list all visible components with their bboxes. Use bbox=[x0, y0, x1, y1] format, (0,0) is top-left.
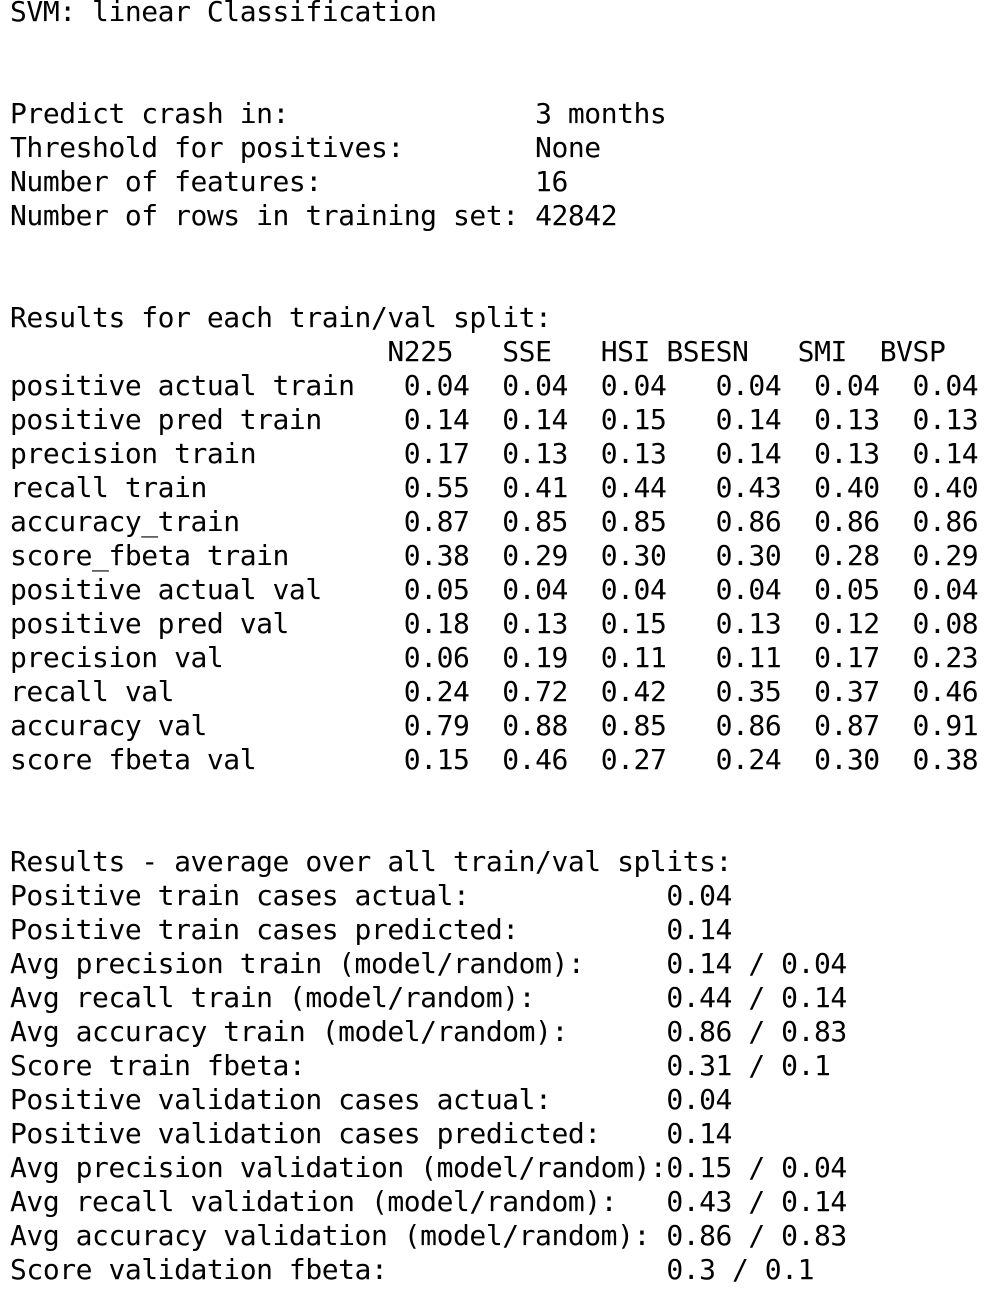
average-row bbox=[10, 1219, 978, 1253]
split-cell-value: 0.87 bbox=[403, 505, 470, 538]
setting-row bbox=[10, 97, 978, 131]
setting-label: Number of rows in training set: bbox=[10, 199, 519, 232]
setting-row bbox=[10, 131, 978, 165]
split-table-row bbox=[10, 471, 978, 505]
console-output bbox=[10, 0, 978, 1287]
split-cell-value: 0.85 bbox=[502, 505, 568, 538]
split-row-label: score_fbeta train bbox=[10, 539, 289, 572]
split-cell-value: 0.86 bbox=[715, 709, 782, 742]
split-row-label: positive actual train bbox=[10, 369, 355, 402]
split-cell-value: 0.86 bbox=[912, 505, 979, 538]
average-row bbox=[10, 879, 978, 913]
split-cell-value: 0.72 bbox=[502, 675, 568, 708]
split-cell-value: 0.12 bbox=[814, 607, 880, 640]
split-results-heading bbox=[10, 301, 978, 335]
average-value: 0.86 / 0.83 bbox=[666, 1219, 847, 1252]
setting-value: None bbox=[535, 131, 601, 164]
split-cell-value: 0.13 bbox=[502, 437, 568, 470]
split-cell-value: 0.86 bbox=[814, 505, 880, 538]
split-cell-value: 0.11 bbox=[600, 641, 667, 674]
split-cell-value: 0.27 bbox=[600, 743, 667, 776]
average-row bbox=[10, 981, 978, 1015]
average-value: 0.14 / 0.04 bbox=[666, 947, 847, 980]
split-column-header: SMI bbox=[797, 335, 847, 368]
split-cell-value: 0.46 bbox=[502, 743, 568, 776]
setting-value: 16 bbox=[535, 165, 568, 198]
split-cell-value: 0.11 bbox=[715, 641, 782, 674]
split-cell-value: 0.85 bbox=[600, 505, 667, 538]
split-table-row bbox=[10, 607, 978, 641]
average-value: 0.15 / 0.04 bbox=[666, 1151, 847, 1184]
split-cell-value: 0.30 bbox=[600, 539, 667, 572]
split-cell-value: 0.28 bbox=[814, 539, 880, 572]
split-cell-value: 0.29 bbox=[912, 539, 979, 572]
page-title bbox=[10, 0, 978, 29]
split-row-label: positive pred train bbox=[10, 403, 322, 436]
average-row bbox=[10, 1049, 978, 1083]
split-row-label: precision train bbox=[10, 437, 257, 470]
setting-value: 3 months bbox=[535, 97, 667, 130]
split-cell-value: 0.55 bbox=[403, 471, 470, 504]
average-value: 0.14 bbox=[666, 1117, 732, 1150]
average-value: 0.31 / 0.1 bbox=[666, 1049, 831, 1082]
split-cell-value: 0.38 bbox=[912, 743, 979, 776]
average-row bbox=[10, 1151, 978, 1185]
average-label: Avg accuracy validation (model/random): bbox=[10, 1219, 650, 1252]
split-row-label: precision val bbox=[10, 641, 224, 674]
setting-row bbox=[10, 165, 978, 199]
setting-row bbox=[10, 199, 978, 233]
average-row bbox=[10, 913, 978, 947]
blank-line bbox=[10, 811, 978, 845]
average-row bbox=[10, 1253, 978, 1287]
split-cell-value: 0.04 bbox=[600, 369, 667, 402]
averages-heading-text: Results - average over all train/val splits: bbox=[10, 845, 732, 878]
average-label: Positive validation cases actual: bbox=[10, 1083, 552, 1116]
split-cell-value: 0.05 bbox=[403, 573, 470, 606]
blank-line bbox=[10, 63, 978, 97]
average-value: 0.3 / 0.1 bbox=[666, 1253, 814, 1286]
split-cell-value: 0.44 bbox=[600, 471, 667, 504]
split-cell-value: 0.04 bbox=[912, 369, 979, 402]
split-cell-value: 0.19 bbox=[502, 641, 568, 674]
average-label: Positive train cases predicted: bbox=[10, 913, 519, 946]
split-cell-value: 0.15 bbox=[403, 743, 470, 776]
split-row-label: accuracy_train bbox=[10, 505, 240, 538]
split-column-header: BVSP bbox=[879, 335, 946, 368]
split-row-label: accuracy val bbox=[10, 709, 207, 742]
split-cell-value: 0.08 bbox=[912, 607, 979, 640]
split-cell-value: 0.04 bbox=[502, 369, 568, 402]
average-label: Positive validation cases predicted: bbox=[10, 1117, 601, 1150]
split-cell-value: 0.14 bbox=[502, 403, 568, 436]
split-cell-value: 0.86 bbox=[715, 505, 782, 538]
split-cell-value: 0.29 bbox=[502, 539, 568, 572]
average-row bbox=[10, 1015, 978, 1049]
split-cell-value: 0.15 bbox=[600, 607, 667, 640]
split-cell-value: 0.13 bbox=[814, 437, 880, 470]
split-cell-value: 0.17 bbox=[403, 437, 470, 470]
split-table-header bbox=[10, 335, 978, 369]
split-cell-value: 0.13 bbox=[912, 403, 979, 436]
split-cell-value: 0.18 bbox=[403, 607, 470, 640]
split-cell-value: 0.87 bbox=[814, 709, 880, 742]
average-label: Avg recall train (model/random): bbox=[10, 981, 536, 1014]
average-row bbox=[10, 1185, 978, 1219]
split-cell-value: 0.13 bbox=[600, 437, 667, 470]
split-cell-value: 0.14 bbox=[403, 403, 470, 436]
split-table-row bbox=[10, 369, 978, 403]
split-row-label: score fbeta val bbox=[10, 743, 257, 776]
averages-heading bbox=[10, 845, 978, 879]
split-cell-value: 0.13 bbox=[814, 403, 880, 436]
split-column-header: BSESN bbox=[666, 335, 749, 368]
split-cell-value: 0.46 bbox=[912, 675, 979, 708]
split-cell-value: 0.04 bbox=[403, 369, 470, 402]
setting-label: Predict crash in: bbox=[10, 97, 289, 130]
average-value: 0.04 bbox=[666, 879, 732, 912]
setting-value: 42842 bbox=[535, 199, 618, 232]
split-cell-value: 0.79 bbox=[403, 709, 470, 742]
split-table-row bbox=[10, 743, 978, 777]
split-cell-value: 0.06 bbox=[403, 641, 470, 674]
average-value: 0.86 / 0.83 bbox=[666, 1015, 847, 1048]
split-cell-value: 0.35 bbox=[715, 675, 782, 708]
blank-line bbox=[10, 233, 978, 267]
split-cell-value: 0.23 bbox=[912, 641, 979, 674]
average-row bbox=[10, 947, 978, 981]
average-label: Score train fbeta: bbox=[10, 1049, 306, 1082]
split-cell-value: 0.04 bbox=[715, 369, 782, 402]
page-title-text: SVM: linear Classification bbox=[10, 0, 437, 28]
split-table-row bbox=[10, 641, 978, 675]
split-cell-value: 0.30 bbox=[715, 539, 782, 572]
split-cell-value: 0.37 bbox=[814, 675, 880, 708]
split-cell-value: 0.85 bbox=[600, 709, 667, 742]
split-table-row bbox=[10, 403, 978, 437]
split-cell-value: 0.88 bbox=[502, 709, 568, 742]
split-column-header: N225 bbox=[387, 335, 454, 368]
blank-line bbox=[10, 267, 978, 301]
split-row-label: positive pred val bbox=[10, 607, 289, 640]
split-table-row bbox=[10, 505, 978, 539]
split-cell-value: 0.04 bbox=[715, 573, 782, 606]
split-cell-value: 0.04 bbox=[912, 573, 979, 606]
split-cell-value: 0.91 bbox=[912, 709, 979, 742]
split-cell-value: 0.40 bbox=[814, 471, 880, 504]
split-cell-value: 0.14 bbox=[715, 437, 782, 470]
split-table-row bbox=[10, 437, 978, 471]
setting-label: Number of features: bbox=[10, 165, 322, 198]
split-cell-value: 0.42 bbox=[600, 675, 667, 708]
split-cell-value: 0.43 bbox=[715, 471, 782, 504]
average-value: 0.04 bbox=[666, 1083, 732, 1116]
split-table-row bbox=[10, 709, 978, 743]
average-row bbox=[10, 1083, 978, 1117]
average-label: Avg precision validation (model/random): bbox=[10, 1151, 667, 1184]
split-table-row bbox=[10, 539, 978, 573]
average-label: Score validation fbeta: bbox=[10, 1253, 388, 1286]
split-row-label: recall val bbox=[10, 675, 175, 708]
split-cell-value: 0.15 bbox=[600, 403, 667, 436]
split-cell-value: 0.05 bbox=[814, 573, 880, 606]
split-cell-value: 0.13 bbox=[502, 607, 568, 640]
split-row-label: positive actual val bbox=[10, 573, 322, 606]
split-column-header: SSE bbox=[502, 335, 552, 368]
split-cell-value: 0.04 bbox=[814, 369, 880, 402]
split-table-row bbox=[10, 573, 978, 607]
average-value: 0.14 bbox=[666, 913, 732, 946]
split-row-label: recall train bbox=[10, 471, 207, 504]
split-cell-value: 0.24 bbox=[403, 675, 470, 708]
blank-line bbox=[10, 29, 978, 63]
split-cell-value: 0.13 bbox=[715, 607, 782, 640]
average-label: Avg precision train (model/random): bbox=[10, 947, 585, 980]
average-value: 0.44 / 0.14 bbox=[666, 981, 847, 1014]
average-value: 0.43 / 0.14 bbox=[666, 1185, 847, 1218]
split-cell-value: 0.04 bbox=[502, 573, 568, 606]
split-cell-value: 0.38 bbox=[403, 539, 470, 572]
split-table-row bbox=[10, 675, 978, 709]
split-cell-value: 0.14 bbox=[715, 403, 782, 436]
split-cell-value: 0.04 bbox=[600, 573, 667, 606]
split-cell-value: 0.17 bbox=[814, 641, 880, 674]
average-label: Avg recall validation (model/random): bbox=[10, 1185, 618, 1218]
split-column-header: HSI bbox=[600, 335, 650, 368]
split-cell-value: 0.41 bbox=[502, 471, 568, 504]
split-cell-value: 0.14 bbox=[912, 437, 979, 470]
average-label: Avg accuracy train (model/random): bbox=[10, 1015, 568, 1048]
average-label: Positive train cases actual: bbox=[10, 879, 470, 912]
split-results-heading-text: Results for each train/val split: bbox=[10, 301, 552, 334]
split-cell-value: 0.30 bbox=[814, 743, 880, 776]
setting-label: Threshold for positives: bbox=[10, 131, 404, 164]
average-row bbox=[10, 1117, 978, 1151]
split-cell-value: 0.24 bbox=[715, 743, 782, 776]
split-cell-value: 0.40 bbox=[912, 471, 979, 504]
blank-line bbox=[10, 777, 978, 811]
